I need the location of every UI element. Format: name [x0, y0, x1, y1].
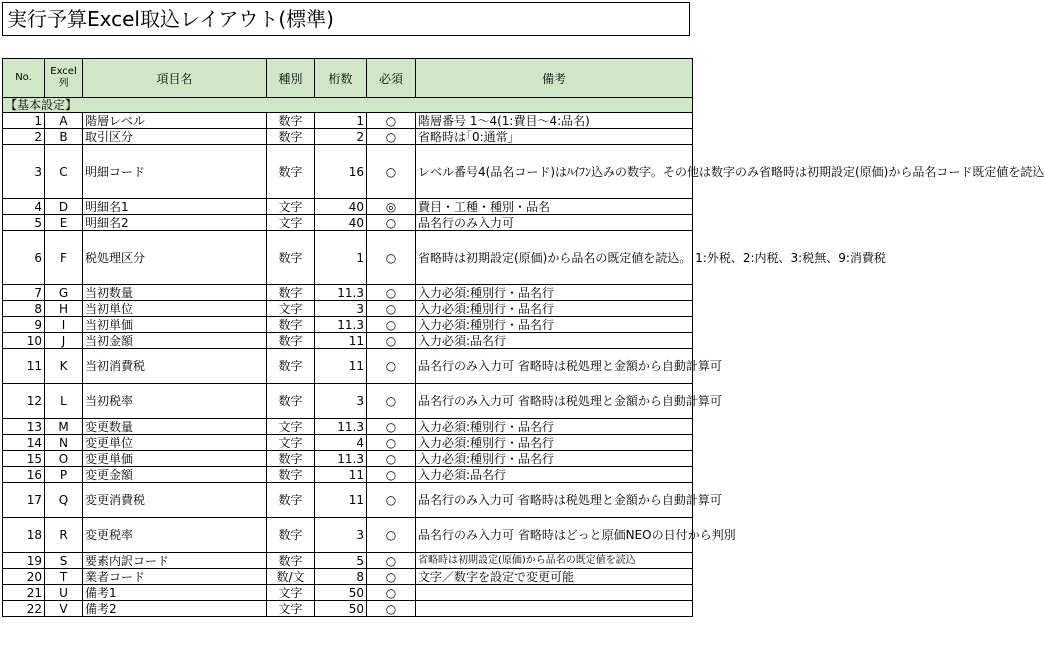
table-row — [3, 467, 693, 483]
row-excel-col: F — [45, 231, 83, 285]
header-excel-col: Excel 列 — [45, 59, 83, 98]
row-digits: 11.3 — [315, 317, 367, 333]
row-item-name: 当初金額 — [83, 333, 267, 349]
table-row — [3, 518, 693, 553]
row-type: 数字 — [267, 518, 315, 553]
row-no: 2 — [3, 129, 45, 145]
row-item-name: 変更単位 — [83, 435, 267, 451]
row-required: ○ — [367, 601, 416, 617]
row-remarks: 品名行のみ入力可 省略時は税処理と金額から自動計算可 — [416, 483, 693, 518]
row-remarks: 品名行のみ入力可 省略時はどっと原価NEOの日付から判別 — [416, 518, 693, 553]
row-item-name: 変更税率 — [83, 518, 267, 553]
row-remarks: レベル番号4(品名コード)はﾊｲﾌﾝ込みの数字。その他は数字のみ省略時は初期設定(原価)から品名コード既定値を読込 — [416, 145, 693, 199]
table-row — [3, 317, 693, 333]
row-excel-col: E — [45, 215, 83, 231]
row-no: 22 — [3, 601, 45, 617]
row-type: 数字 — [267, 451, 315, 467]
layout-spec-table — [2, 58, 1044, 617]
section-label: 【基本設定】 — [3, 98, 693, 113]
row-no: 9 — [3, 317, 45, 333]
row-type: 文字 — [267, 601, 315, 617]
row-required: ○ — [367, 553, 416, 569]
row-type: 数字 — [267, 553, 315, 569]
row-excel-col: Q — [45, 483, 83, 518]
row-digits: 3 — [315, 384, 367, 419]
header-remarks: 備考 — [416, 59, 693, 98]
row-digits: 2 — [315, 129, 367, 145]
row-excel-col: T — [45, 569, 83, 585]
table-row — [3, 285, 693, 301]
table-row — [3, 569, 693, 585]
row-required: ○ — [367, 467, 416, 483]
row-remarks: 入力必須:種別行・品名行 — [416, 317, 693, 333]
row-item-name: 変更消費税 — [83, 483, 267, 518]
row-item-name: 変更金額 — [83, 467, 267, 483]
row-no: 5 — [3, 215, 45, 231]
row-digits: 11 — [315, 467, 367, 483]
row-digits: 16 — [315, 145, 367, 199]
row-required: ○ — [367, 215, 416, 231]
row-no: 14 — [3, 435, 45, 451]
header-required: 必須 — [367, 59, 416, 98]
row-excel-col: V — [45, 601, 83, 617]
row-required: ◎ — [367, 199, 416, 215]
row-type: 数字 — [267, 285, 315, 301]
row-required: ○ — [367, 285, 416, 301]
row-excel-col: S — [45, 553, 83, 569]
row-type: 文字 — [267, 215, 315, 231]
row-item-name: 当初単価 — [83, 317, 267, 333]
row-item-name: 明細名1 — [83, 199, 267, 215]
row-digits: 1 — [315, 231, 367, 285]
row-required: ○ — [367, 569, 416, 585]
row-item-name: 当初税率 — [83, 384, 267, 419]
row-digits: 11 — [315, 483, 367, 518]
row-no: 15 — [3, 451, 45, 467]
row-excel-col: D — [45, 199, 83, 215]
header-no: No. — [3, 59, 45, 98]
row-digits: 11.3 — [315, 285, 367, 301]
table-row — [3, 419, 693, 435]
row-digits: 40 — [315, 199, 367, 215]
row-item-name: 備考1 — [83, 585, 267, 601]
row-no: 11 — [3, 349, 45, 384]
row-no: 17 — [3, 483, 45, 518]
row-no: 7 — [3, 285, 45, 301]
row-no: 3 — [3, 145, 45, 199]
row-excel-col: C — [45, 145, 83, 199]
table-row — [3, 301, 693, 317]
row-item-name: 変更単価 — [83, 451, 267, 467]
row-no: 19 — [3, 553, 45, 569]
row-required: ○ — [367, 113, 416, 129]
row-remarks: 入力必須:品名行 — [416, 333, 693, 349]
row-no: 21 — [3, 585, 45, 601]
row-no: 6 — [3, 231, 45, 285]
row-required: ○ — [367, 419, 416, 435]
row-type: 数字 — [267, 384, 315, 419]
row-item-name: 取引区分 — [83, 129, 267, 145]
row-excel-col: R — [45, 518, 83, 553]
row-remarks: 階層番号 1～4(1:費目～4:品名) — [416, 113, 693, 129]
row-type: 数字 — [267, 113, 315, 129]
table-row — [3, 601, 693, 617]
row-no: 20 — [3, 569, 45, 585]
row-required: ○ — [367, 483, 416, 518]
row-digits: 3 — [315, 301, 367, 317]
row-type: 数/文 — [267, 569, 315, 585]
row-item-name: 当初数量 — [83, 285, 267, 301]
table-row — [3, 553, 693, 569]
row-excel-col: H — [45, 301, 83, 317]
row-remarks — [416, 585, 693, 601]
row-required: ○ — [367, 317, 416, 333]
row-type: 文字 — [267, 301, 315, 317]
row-digits: 11.3 — [315, 419, 367, 435]
row-type: 数字 — [267, 467, 315, 483]
row-item-name: 変更数量 — [83, 419, 267, 435]
row-remarks: 入力必須:種別行・品名行 — [416, 419, 693, 435]
table-row — [3, 349, 693, 384]
row-item-name: 明細名2 — [83, 215, 267, 231]
row-required: ○ — [367, 231, 416, 285]
row-type: 文字 — [267, 435, 315, 451]
row-no: 8 — [3, 301, 45, 317]
row-remarks — [416, 601, 693, 617]
row-required: ○ — [367, 349, 416, 384]
row-digits: 11.3 — [315, 451, 367, 467]
row-no: 1 — [3, 113, 45, 129]
row-excel-col: G — [45, 285, 83, 301]
table-row — [3, 231, 693, 285]
row-digits: 11 — [315, 349, 367, 384]
table-row — [3, 199, 693, 215]
row-excel-col: P — [45, 467, 83, 483]
row-remarks: 省略時は初期設定(原価)から品名の既定値を読込 — [416, 553, 693, 569]
row-remarks: 費目・工種・種別・品名 — [416, 199, 693, 215]
row-type: 文字 — [267, 199, 315, 215]
row-required: ○ — [367, 585, 416, 601]
table-row — [3, 113, 693, 129]
row-no: 10 — [3, 333, 45, 349]
row-type: 数字 — [267, 317, 315, 333]
row-item-name: 当初消費税 — [83, 349, 267, 384]
header-item: 項目名 — [83, 59, 267, 98]
table-row — [3, 333, 693, 349]
row-excel-col: I — [45, 317, 83, 333]
row-digits: 4 — [315, 435, 367, 451]
table-row — [3, 215, 693, 231]
row-type: 数字 — [267, 483, 315, 518]
row-type: 文字 — [267, 585, 315, 601]
row-remarks: 品名行のみ入力可 — [416, 215, 693, 231]
row-excel-col: B — [45, 129, 83, 145]
row-excel-col: O — [45, 451, 83, 467]
row-excel-col: U — [45, 585, 83, 601]
row-item-name: 税処理区分 — [83, 231, 267, 285]
row-type: 数字 — [267, 349, 315, 384]
row-remarks: 文字／数字を設定で変更可能 — [416, 569, 693, 585]
row-item-name: 当初単位 — [83, 301, 267, 317]
row-excel-col: L — [45, 384, 83, 419]
row-required: ○ — [367, 301, 416, 317]
row-type: 数字 — [267, 333, 315, 349]
header-digits: 桁数 — [315, 59, 367, 98]
row-item-name: 階層レベル — [83, 113, 267, 129]
row-item-name: 備考2 — [83, 601, 267, 617]
row-no: 16 — [3, 467, 45, 483]
row-excel-col: K — [45, 349, 83, 384]
section-row — [3, 98, 693, 113]
row-type: 数字 — [267, 231, 315, 285]
row-required: ○ — [367, 145, 416, 199]
table-row — [3, 435, 693, 451]
row-required: ○ — [367, 518, 416, 553]
row-digits: 3 — [315, 518, 367, 553]
row-remarks: 入力必須:種別行・品名行 — [416, 451, 693, 467]
row-required: ○ — [367, 384, 416, 419]
row-remarks: 品名行のみ入力可 省略時は税処理と金額から自動計算可 — [416, 349, 693, 384]
row-required: ○ — [367, 333, 416, 349]
row-item-name: 明細コード — [83, 145, 267, 199]
row-remarks: 入力必須:種別行・品名行 — [416, 301, 693, 317]
table-row — [3, 129, 693, 145]
row-digits: 5 — [315, 553, 367, 569]
row-digits: 11 — [315, 333, 367, 349]
header-type: 種別 — [267, 59, 315, 98]
row-digits: 50 — [315, 601, 367, 617]
row-digits: 50 — [315, 585, 367, 601]
table-row — [3, 145, 693, 199]
row-required: ○ — [367, 129, 416, 145]
row-excel-col: N — [45, 435, 83, 451]
table-row — [3, 483, 693, 518]
table-row — [3, 451, 693, 467]
row-excel-col: A — [45, 113, 83, 129]
row-remarks: 入力必須:種別行・品名行 — [416, 435, 693, 451]
page-title: 実行予算Excel取込レイアウト(標準) — [2, 2, 690, 36]
row-no: 4 — [3, 199, 45, 215]
row-remarks: 省略時は｢0:通常｣ — [416, 129, 693, 145]
row-type: 文字 — [267, 419, 315, 435]
row-remarks: 品名行のみ入力可 省略時は税処理と金額から自動計算可 — [416, 384, 693, 419]
table-row — [3, 585, 693, 601]
row-no: 13 — [3, 419, 45, 435]
row-remarks: 省略時は初期設定(原価)から品名の既定値を読込。 1:外税、2:内税、3:税無、9:消費税 — [416, 231, 693, 285]
header-row — [3, 59, 693, 98]
row-digits: 40 — [315, 215, 367, 231]
row-no: 12 — [3, 384, 45, 419]
row-required: ○ — [367, 435, 416, 451]
row-required: ○ — [367, 451, 416, 467]
row-no: 18 — [3, 518, 45, 553]
row-type: 数字 — [267, 145, 315, 199]
row-remarks: 入力必須:品名行 — [416, 467, 693, 483]
row-excel-col: M — [45, 419, 83, 435]
table-row — [3, 384, 693, 419]
row-digits: 8 — [315, 569, 367, 585]
row-type: 数字 — [267, 129, 315, 145]
row-digits: 1 — [315, 113, 367, 129]
row-remarks: 入力必須:種別行・品名行 — [416, 285, 693, 301]
row-item-name: 業者コード — [83, 569, 267, 585]
row-excel-col: J — [45, 333, 83, 349]
row-item-name: 要素内訳コード — [83, 553, 267, 569]
